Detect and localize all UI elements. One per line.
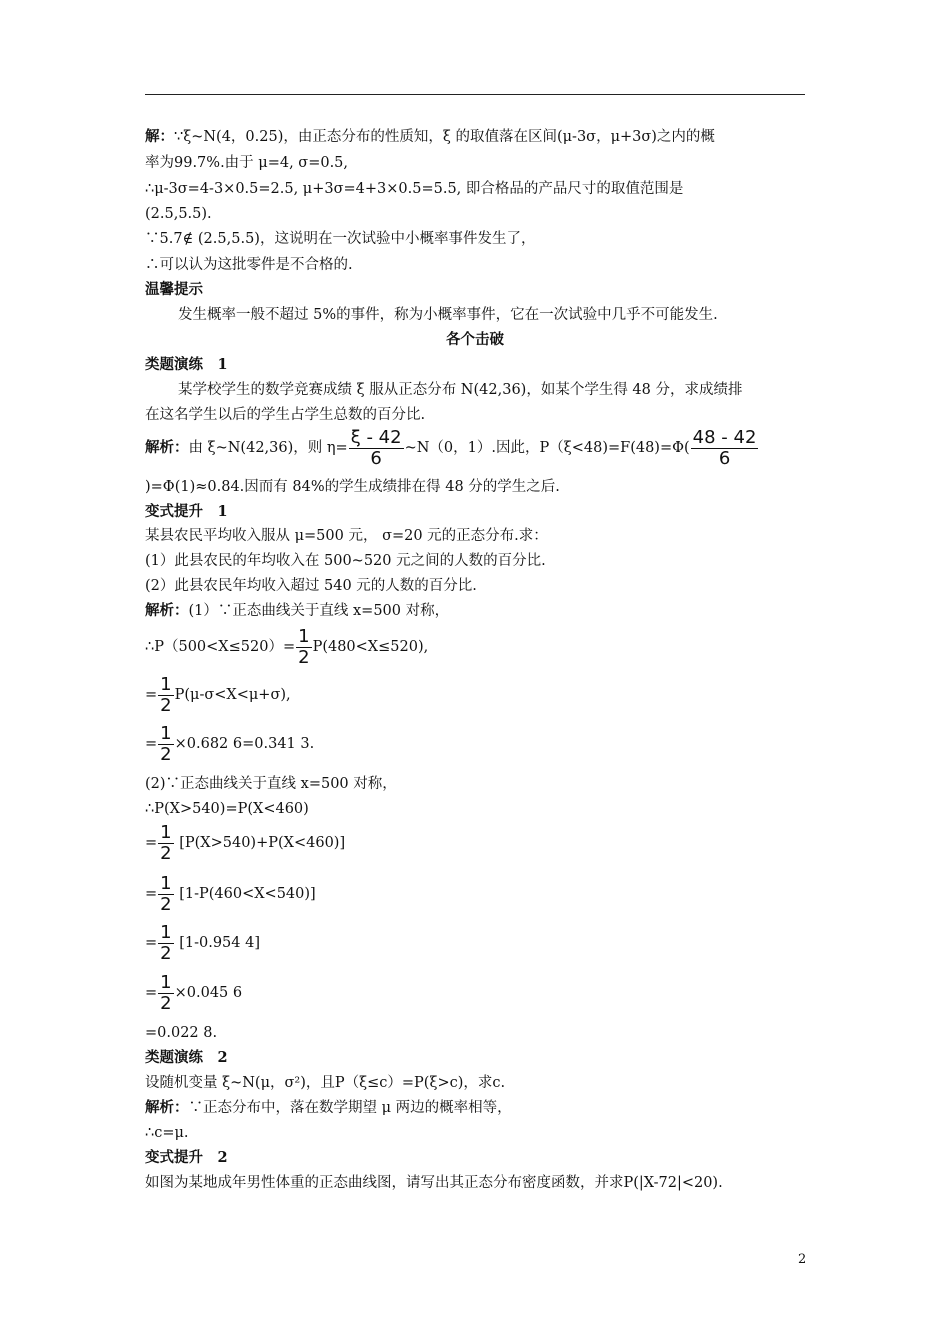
solution-text: 由 ξ~N(42,36)，则 η= — [188, 440, 348, 456]
fraction-numerator: 1 — [160, 821, 172, 843]
fraction-numerator: 1 — [160, 971, 172, 993]
tip-heading: 温馨提示 — [145, 281, 203, 298]
text-line: ∴P(X>540)=P(X<460) — [145, 801, 309, 817]
solution-text: ∵ξ~N(4，0.25)，由正态分布的性质知，ξ 的取值落在区间(μ-3σ，μ+3σ)之内的概 — [174, 129, 715, 145]
fraction-half — [158, 724, 173, 765]
fraction-denominator: 2 — [160, 842, 172, 864]
exercise-1-question: 某学校学生的数学竞赛成绩 ξ 服从正态分布 N(42,36)，如某个学生得 48 分，求成绩排 — [178, 382, 743, 398]
equation-text: P(μ-σ<X<μ+σ), — [174, 687, 291, 703]
equation-text: [P(X>540)+P(X<460)] — [179, 835, 346, 851]
equation-row — [145, 822, 345, 864]
fraction-half — [296, 627, 311, 668]
fraction-half — [158, 823, 173, 864]
variation-1-question: 某县农民平均收入服从 μ=500 元， σ=20 元的正态分布.求： — [145, 528, 548, 544]
fraction-denominator: 2 — [160, 942, 172, 964]
solution-line-1 — [145, 127, 715, 147]
fraction-denominator: 2 — [160, 893, 172, 915]
variation-1-solution — [145, 601, 449, 621]
page-number: 2 — [798, 1252, 807, 1267]
fraction-half — [158, 973, 173, 1014]
equation-text: [1-0.954 4] — [179, 935, 261, 951]
fraction-numerator: 48 - 42 — [692, 426, 757, 448]
equation-text: = — [145, 736, 158, 752]
equation-row — [145, 873, 316, 915]
variation-2-question: 如图为某地成年男性体重的正态曲线图，请写出其正态分布密度函数，并求P(|X-72|<20). — [145, 1175, 723, 1191]
fraction-numerator: 1 — [160, 872, 172, 894]
fraction-numerator: 1 — [160, 673, 172, 695]
fraction-half — [158, 874, 173, 915]
text-line: ∵5.7∉ (2.5,5.5)，这说明在一次试验中小概率事件发生了， — [145, 231, 536, 247]
text-line: ∴μ-3σ=4-3×0.5=2.5, μ+3σ=4+3×0.5=5.5, 即合格品的产品尺寸的取值范围是 — [145, 181, 684, 197]
text-line: =0.022 8. — [145, 1025, 218, 1041]
fraction-denominator: 2 — [160, 992, 172, 1014]
fraction — [349, 428, 404, 469]
fraction-half — [158, 923, 173, 964]
solution-text: ~N（0，1）.因此，P（ξ<48)=F(48)=Φ( — [404, 440, 690, 456]
exercise-2-heading: 类题演练 2 — [145, 1049, 228, 1066]
text-line: 率为99.7%.由于 μ=4, σ=0.5, — [145, 155, 349, 171]
exercise-1-question-cont: 在这名学生以后的学生占学生总数的百分比. — [145, 407, 426, 423]
equation-text: ×0.682 6=0.341 3. — [174, 736, 315, 752]
header-rule — [145, 94, 805, 95]
equation-row — [145, 723, 314, 765]
solution-label: 解析： — [145, 439, 189, 456]
equation-text: P(480<X≤520), — [312, 639, 429, 655]
text-line: (2.5,5.5). — [145, 206, 212, 222]
equation-text: = — [145, 687, 158, 703]
fraction-denominator: 6 — [370, 447, 382, 469]
variation-1-heading: 变式提升 1 — [145, 503, 228, 520]
equation-text: = — [145, 835, 158, 851]
equation-text: ×0.045 6 — [174, 985, 243, 1001]
text-line: (2)∵正态曲线关于直线 x=500 对称， — [145, 776, 397, 792]
fraction-denominator: 2 — [160, 743, 172, 765]
exercise-2-solution — [145, 1098, 512, 1118]
equation-row — [145, 972, 242, 1014]
tip-text: 发生概率一般不超过 5%的事件，称为小概率事件，它在一次试验中几乎不可能发生. — [178, 307, 718, 323]
variation-2-heading: 变式提升 2 — [145, 1149, 228, 1166]
solution-label: 解析： — [145, 1099, 189, 1116]
variation-1-part-1: (1）此县农民的年均收入在 500~520 元之间的人数的百分比. — [145, 553, 546, 569]
solution-text: (1）∵正态曲线关于直线 x=500 对称， — [188, 603, 450, 619]
variation-1-part-2: (2）此县农民年均收入超过 540 元的人数的百分比. — [145, 578, 477, 594]
solution-label: 解析： — [145, 602, 189, 619]
equation-text: = — [145, 985, 158, 1001]
equation-row — [145, 626, 428, 668]
text-line: ∴可以认为这批零件是不合格的. — [145, 257, 353, 273]
fraction-numerator: 1 — [160, 921, 172, 943]
fraction-numerator: ξ - 42 — [350, 426, 402, 448]
equation-row — [145, 922, 260, 964]
section-title: 各个击破 — [446, 331, 504, 348]
equation-row — [145, 674, 291, 716]
fraction-denominator: 2 — [160, 694, 172, 716]
fraction — [691, 428, 759, 469]
fraction-denominator: 6 — [718, 447, 731, 469]
equation-text: = — [145, 886, 158, 902]
equation-text: = — [145, 935, 158, 951]
exercise-1-solution-cont: )=Φ(1)≈0.84.因而有 84%的学生成绩排在得 48 分的学生之后. — [145, 479, 560, 495]
fraction-denominator: 2 — [298, 646, 310, 668]
text-line: ∴c=μ. — [145, 1125, 189, 1141]
solution-text: ∵正态分布中，落在数学期望 μ 两边的概率相等， — [188, 1100, 512, 1116]
exercise-2-question: 设随机变量 ξ~N(μ，σ²)，且P（ξ≤c）=P(ξ>c)，求c. — [145, 1075, 506, 1091]
equation-text: ∴P（500<X≤520）= — [145, 639, 296, 655]
exercise-1-heading: 类题演练 1 — [145, 356, 228, 373]
fraction-numerator: 1 — [298, 625, 310, 647]
fraction-numerator: 1 — [160, 722, 172, 744]
equation-text: [1-P(460<X<540)] — [179, 886, 316, 902]
exercise-1-solution — [145, 427, 759, 469]
fraction-half — [158, 675, 173, 716]
solution-label: 解： — [145, 128, 174, 145]
